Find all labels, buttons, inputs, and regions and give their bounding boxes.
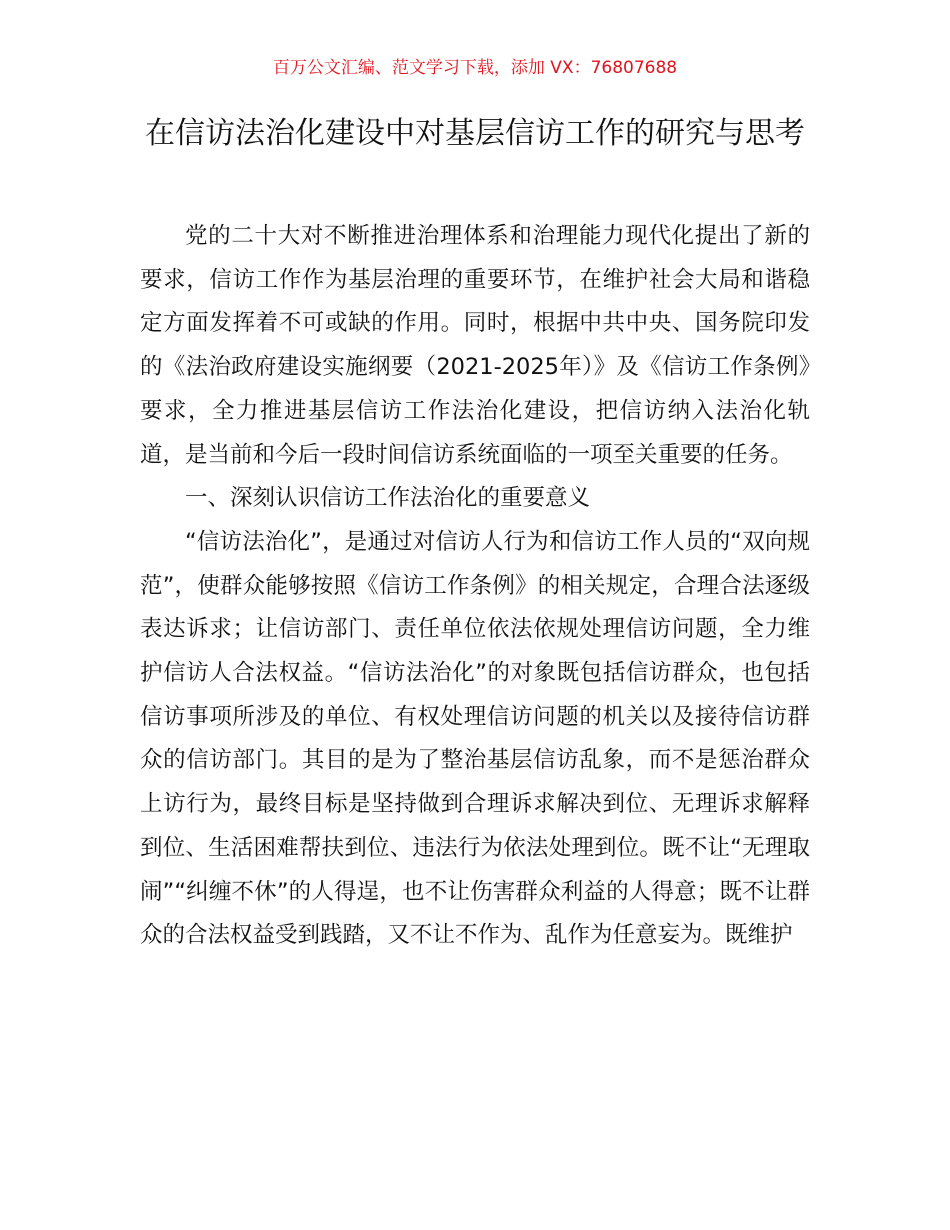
watermark-banner: 百万公文汇编、范文学习下载，添加 VX：76807688 xyxy=(272,58,678,78)
section-heading-1: 一、深刻认识信访工作法治化的重要意义 xyxy=(185,485,591,512)
paragraph-intro: 党的二十大对不断推进治理体系和治理能力现代化提出了新的要求，信访工作作为基层治理的重要环节，在维护社会大局和谐稳定方面发挥着不可或缺的作用。同时，根据中共中央、国务院印发的《法治政府建设实施纲要（2021-2025年）》及《信访工作条例》要求，全力推进基层信访工作法治化建设，把信访纳入法治化轨道，是当前和今后一段时间信访系统面临的一项至关重要的任务。 xyxy=(140,223,810,468)
paragraph-section-1: “信访法治化”，是通过对信访人行为和信访工作人员的“双向规范”，使群众能够按照《信访工作条例》的相关规定，合理合法逐级表达诉求；让信访部门、责任单位依法依规处理信访问题，全力维护信访人合法权益。“信访法治化”的对象既包括信访群众，也包括信访事项所涉及的单位、有权处理信访问题的机关以及接待信访群众的信访部门。其目的是为了整治基层信访乱象，而不是惩治群众上访行为，最终目标是坚持做到合理诉求解决到位、无理诉求解释到位、生活困难帮扶到位、违法行为依法处理到位。既不让“无理取闹”“纠缠不休”的人得逞，也不让伤害群众利益的人得意；既不让群众的合法权益受到践踏，又不让不作为、乱作为任意妄为。既维护 xyxy=(140,528,810,949)
document-body xyxy=(140,215,810,958)
document-title: 在信访法治化建设中对基层信访工作的研究与思考 xyxy=(145,116,805,151)
